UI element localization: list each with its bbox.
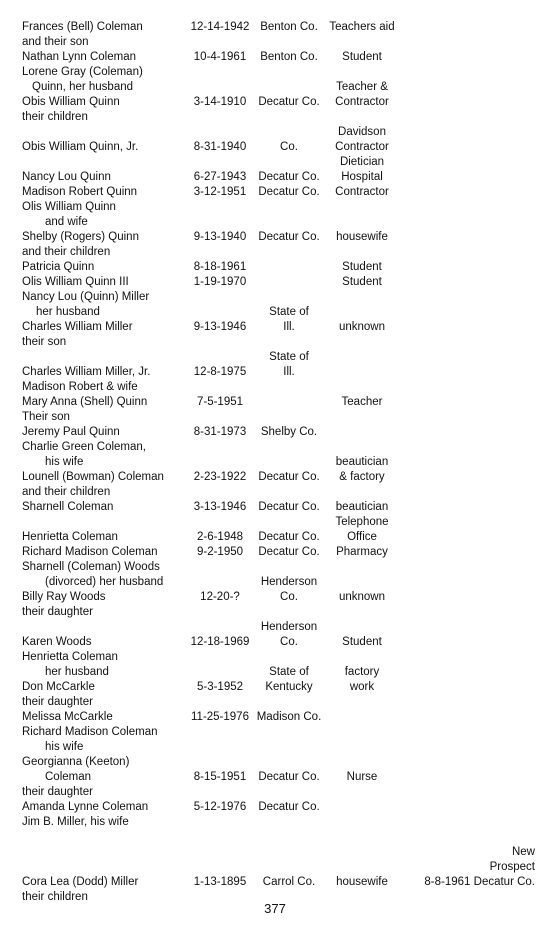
- table-row: [0, 680, 550, 695]
- birth-place: Henderson: [260, 576, 318, 588]
- table-row: [0, 305, 550, 320]
- occupation: Student: [342, 261, 382, 273]
- occupation: beautician: [335, 456, 389, 468]
- table-row: [0, 410, 550, 425]
- birth-place: Decatur Co.: [258, 171, 320, 183]
- table-row: [0, 185, 550, 200]
- person-name: her husband: [36, 306, 100, 318]
- person-name: Olis William Quinn: [22, 201, 116, 213]
- person-name: their children: [22, 111, 88, 123]
- person-name: Amanda Lynne Coleman: [22, 801, 149, 813]
- birth-date: 2-6-1948: [196, 531, 244, 543]
- table-row: [0, 200, 550, 215]
- person-name: Nancy Lou Quinn: [22, 171, 111, 183]
- occupation: Nurse: [346, 771, 378, 783]
- person-name: Patricia Quinn: [22, 261, 95, 273]
- person-name: Jeremy Paul Quinn: [22, 426, 120, 438]
- table-row: [0, 515, 550, 530]
- table-row: [0, 245, 550, 260]
- table-row: [0, 35, 550, 50]
- birth-place: Ill.: [283, 366, 295, 378]
- table-row: [0, 125, 550, 140]
- person-name: (divorced) her husband: [45, 576, 164, 588]
- person-name: their children: [22, 891, 88, 903]
- occupation: factory: [344, 666, 380, 678]
- occupation: Student: [342, 276, 382, 288]
- birth-date: 8-18-1961: [193, 261, 247, 273]
- occupation: Contractor: [335, 141, 389, 153]
- table-row: [0, 695, 550, 710]
- person-name: her husband: [45, 666, 109, 678]
- table-row: [0, 530, 550, 545]
- birth-place: Ill.: [283, 321, 295, 333]
- occupation: housewife: [336, 876, 388, 888]
- occupation: Teacher: [341, 396, 383, 408]
- person-name: his wife: [45, 456, 84, 468]
- birth-date: 12-8-1975: [193, 366, 247, 378]
- birth-place: Decatur Co.: [258, 471, 320, 483]
- birth-date: 9-13-1940: [193, 231, 247, 243]
- table-row: [0, 80, 550, 95]
- birth-place: Madison Co.: [256, 711, 322, 723]
- table-row: [0, 215, 550, 230]
- table-row: [0, 140, 550, 155]
- occupation: Student: [342, 51, 382, 63]
- table-row: [0, 560, 550, 575]
- person-name: Madison Robert & wife: [22, 381, 138, 393]
- person-name: Jim B. Miller, his wife: [22, 816, 129, 828]
- person-name: Mary Anna (Shell) Quinn: [22, 396, 148, 408]
- birth-date: 1-13-1895: [193, 876, 247, 888]
- death-info: New: [511, 846, 535, 858]
- person-name: and wife: [45, 216, 88, 228]
- person-name: their daughter: [22, 786, 93, 798]
- person-name: Sharnell (Coleman) Woods: [22, 561, 160, 573]
- table-row: [0, 830, 550, 845]
- death-info: Prospect: [489, 861, 535, 873]
- occupation: & factory: [339, 471, 385, 483]
- person-name: Henrietta Coleman: [22, 531, 118, 543]
- table-row: [0, 785, 550, 800]
- birth-date: 3-14-1910: [193, 96, 247, 108]
- table-row: [0, 725, 550, 740]
- table-row: [0, 815, 550, 830]
- person-name: Madison Robert Quinn: [22, 186, 138, 198]
- birth-place: Decatur Co.: [258, 231, 320, 243]
- person-name: Billy Ray Woods: [22, 591, 106, 603]
- birth-place: Benton Co.: [260, 21, 318, 33]
- table-row: [0, 710, 550, 725]
- birth-place: Co.: [280, 591, 298, 603]
- table-row: [0, 575, 550, 590]
- table-row: [0, 545, 550, 560]
- birth-date: 11-25-1976: [191, 711, 249, 723]
- person-name: Richard Madison Coleman: [22, 726, 158, 738]
- birth-place: Decatur Co.: [258, 771, 320, 783]
- birth-place: Decatur Co.: [258, 546, 320, 558]
- birth-date: 5-12-1976: [193, 801, 247, 813]
- person-name: Richard Madison Coleman: [22, 546, 158, 558]
- table-row: [0, 290, 550, 305]
- birth-place: Kentucky: [265, 681, 313, 693]
- occupation: Dietician: [339, 156, 385, 168]
- person-name: their son: [22, 336, 67, 348]
- person-name: Coleman: [45, 771, 92, 783]
- person-name: Lorene Gray (Coleman): [22, 66, 143, 78]
- person-name: Karen Woods: [22, 636, 92, 648]
- birth-date: 2-23-1922: [193, 471, 247, 483]
- birth-place: State of: [269, 351, 309, 363]
- person-name: Obis William Quinn, Jr.: [22, 141, 139, 153]
- table-row: [0, 65, 550, 80]
- person-name: Nancy Lou (Quinn) Miller: [22, 291, 150, 303]
- person-name: Cora Lea (Dodd) Miller: [22, 876, 139, 888]
- birth-date: 8-15-1951: [193, 771, 247, 783]
- occupation: Pharmacy: [336, 546, 388, 558]
- birth-place: Decatur Co.: [258, 531, 320, 543]
- person-name: Olis William Quinn III: [22, 276, 129, 288]
- birth-date: 12-18-1969: [190, 636, 250, 648]
- birth-place: Decatur Co.: [258, 96, 320, 108]
- occupation: Contractor: [335, 96, 389, 108]
- table-row: [0, 455, 550, 470]
- table-row: [0, 230, 550, 245]
- table-row: [0, 470, 550, 485]
- person-name: Lounell (Bowman) Coleman: [22, 471, 164, 483]
- birth-date: 7-5-1951: [196, 396, 244, 408]
- table-row: [0, 365, 550, 380]
- person-name: and their children: [22, 486, 111, 498]
- table-row: [0, 845, 550, 860]
- occupation: Davidson: [338, 126, 386, 138]
- birth-date: 5-3-1952: [196, 681, 244, 693]
- occupation: unknown: [338, 321, 386, 333]
- table-row: [0, 500, 550, 515]
- table-row: [0, 860, 550, 875]
- birth-date: 3-12-1951: [193, 186, 247, 198]
- birth-date: 10-4-1961: [193, 51, 247, 63]
- person-name: Obis William Quinn: [22, 96, 120, 108]
- table-row: [0, 590, 550, 605]
- table-row: [0, 620, 550, 635]
- birth-place: Co.: [280, 636, 298, 648]
- birth-place: Decatur Co.: [258, 186, 320, 198]
- table-row: [0, 650, 550, 665]
- occupation: Office: [347, 531, 377, 543]
- person-name: Quinn, her husband: [32, 81, 134, 93]
- person-name: Frances (Bell) Coleman: [22, 21, 143, 33]
- table-row: [0, 740, 550, 755]
- person-name: Henrietta Coleman: [22, 651, 118, 663]
- person-name: their daughter: [22, 606, 93, 618]
- table-row: [0, 800, 550, 815]
- occupation: Contractor: [335, 186, 389, 198]
- table-row: [0, 320, 550, 335]
- table-row: [0, 20, 550, 35]
- birth-place: State of: [269, 666, 309, 678]
- table-row: [0, 275, 550, 290]
- occupation: Teacher &: [336, 81, 388, 93]
- table-row: [0, 260, 550, 275]
- person-name: and their children: [22, 246, 111, 258]
- table-row: [0, 770, 550, 785]
- birth-date: 8-31-1973: [193, 426, 247, 438]
- table-row: [0, 335, 550, 350]
- birth-place: Shelby Co.: [260, 426, 318, 438]
- birth-place: Decatur Co.: [258, 801, 320, 813]
- table-row: [0, 665, 550, 680]
- table-row: [0, 875, 550, 890]
- occupation: work: [349, 681, 375, 693]
- death-info: 8-8-1961 Decatur Co.: [424, 876, 535, 888]
- birth-date: 12-14-1942: [190, 21, 250, 33]
- birth-place: State of: [269, 306, 309, 318]
- person-name: Charlie Green Coleman,: [22, 441, 147, 453]
- table-row: [0, 110, 550, 125]
- table-row: [0, 170, 550, 185]
- birth-date: 9-13-1946: [193, 321, 247, 333]
- person-name: Melissa McCarkle: [22, 711, 113, 723]
- table-row: [0, 50, 550, 65]
- table-row: [0, 95, 550, 110]
- birth-place: Benton Co.: [260, 51, 318, 63]
- table-row: [0, 605, 550, 620]
- birth-place: Decatur Co.: [258, 501, 320, 513]
- table-row: [0, 485, 550, 500]
- person-name: Their son: [22, 411, 70, 423]
- occupation: housewife: [336, 231, 388, 243]
- birth-place: Henderson: [260, 621, 318, 633]
- birth-place: Co.: [280, 141, 298, 153]
- occupation: Hospital: [341, 171, 383, 183]
- table-row: [0, 380, 550, 395]
- person-name: Nathan Lynn Coleman: [22, 51, 137, 63]
- occupation: Telephone: [335, 516, 389, 528]
- table-row: [0, 350, 550, 365]
- birth-date: 8-31-1940: [193, 141, 247, 153]
- person-name: their daughter: [22, 696, 93, 708]
- person-name: Don McCarkle: [22, 681, 95, 693]
- table-row: [0, 635, 550, 650]
- person-name: Sharnell Coleman: [22, 501, 114, 513]
- person-name: his wife: [45, 741, 84, 753]
- table-row: [0, 425, 550, 440]
- person-name: and their son: [22, 36, 89, 48]
- birth-date: 3-13-1946: [193, 501, 247, 513]
- page-number: 377: [264, 901, 286, 916]
- birth-date: 1-19-1970: [193, 276, 247, 288]
- person-name: Shelby (Rogers) Quinn: [22, 231, 139, 243]
- person-name: Charles William Miller, Jr.: [22, 366, 151, 378]
- table-row: [0, 395, 550, 410]
- birth-place: Carrol Co.: [262, 876, 316, 888]
- occupation: Student: [342, 636, 382, 648]
- table-row: [0, 155, 550, 170]
- table-row: [0, 755, 550, 770]
- occupation: unknown: [338, 591, 386, 603]
- table-row: [0, 440, 550, 455]
- occupation: beautician: [335, 501, 389, 513]
- birth-date: 6-27-1943: [193, 171, 247, 183]
- birth-date: 9-2-1950: [196, 546, 244, 558]
- person-name: Charles William Miller: [22, 321, 133, 333]
- person-name: Georgianna (Keeton): [22, 756, 130, 768]
- birth-date: 12-20-?: [200, 591, 240, 603]
- occupation: Teachers aid: [329, 21, 395, 33]
